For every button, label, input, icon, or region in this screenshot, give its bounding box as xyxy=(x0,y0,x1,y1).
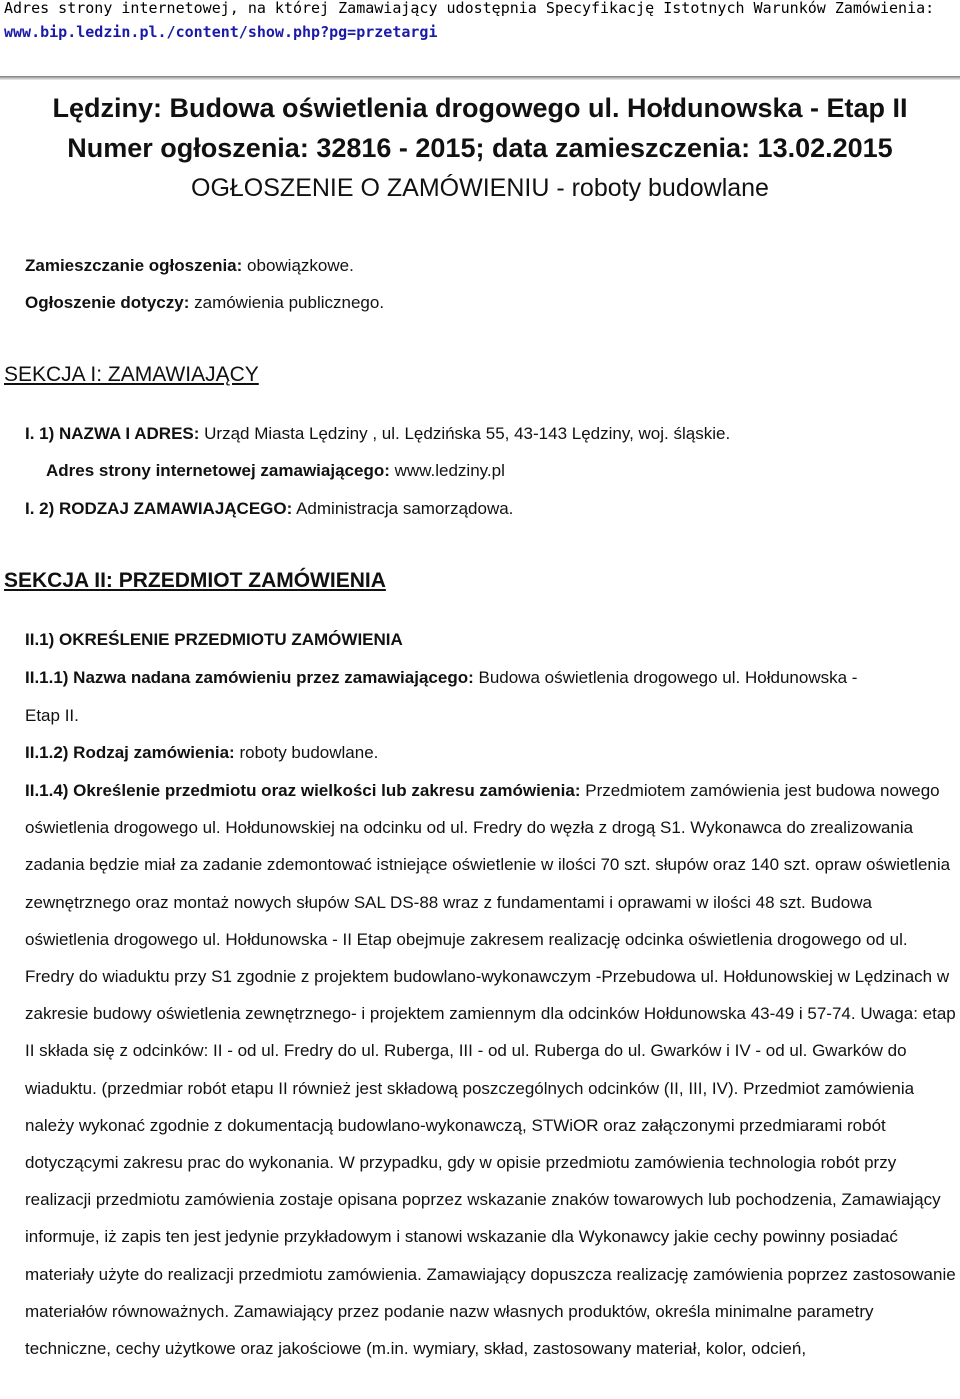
section-1-heading: SEKCJA I: ZAMAWIAJĄCY xyxy=(4,363,259,386)
concerns-value: zamówienia publicznego. xyxy=(194,293,385,312)
name-address-label: I. 1) NAZWA I ADRES: xyxy=(25,424,200,443)
contracting-authority-row xyxy=(25,423,730,445)
notice-title: Lędziny: Budowa oświetlenia drogowego ul. Hołdunowska - Etap II xyxy=(52,93,908,123)
contract-name-value: Budowa oświetlenia drogowego ul. Hołdunowska - xyxy=(478,668,858,687)
notice-number: Numer ogłoszenia: 32816 - 2015; data zamieszczenia: 13.02.2015 xyxy=(67,133,893,163)
authority-type-label: I. 2) RODZAJ ZAMAWIAJĄCEGO: xyxy=(25,499,293,518)
section-2-heading: SEKCJA II: PRZEDMIOT ZAMÓWIENIA xyxy=(4,569,386,592)
name-address-value: Urząd Miasta Lędziny , ul. Lędzińska 55, 43-143 Lędziny, woj. śląskie. xyxy=(204,424,731,443)
contract-name-label: II.1.1) Nazwa nadana zamówieniu przez zamawiającego: xyxy=(25,668,474,687)
scope-paragraph xyxy=(25,772,960,1367)
concerns-row xyxy=(25,292,384,314)
placement-label: Zamieszczanie ogłoszenia: xyxy=(25,256,243,275)
contract-kind-row xyxy=(25,742,378,764)
contract-name-continued: Etap II. xyxy=(25,706,79,725)
notice-type: OGŁOSZENIE O ZAMÓWIENIU - roboty budowlane xyxy=(191,174,769,202)
placement-row xyxy=(25,255,354,277)
site-url-link[interactable]: www.bip.ledzin.pl./content/show.php?pg=przetargi xyxy=(4,23,438,41)
contract-name-row xyxy=(25,667,857,689)
site-url-caption: Adres strony internetowej, na której Zamawiający udostępnia Specyfikację Istotnych Warunków Zamówienia: xyxy=(4,0,935,17)
authority-type-row xyxy=(25,498,513,520)
website-value[interactable]: www.ledziny.pl xyxy=(394,461,505,480)
concerns-label: Ogłoszenie dotyczy: xyxy=(25,293,190,312)
contract-kind-value: roboty budowlane. xyxy=(239,743,379,762)
authority-type-value: Administracja samorządowa. xyxy=(296,499,514,518)
website-row xyxy=(46,460,505,482)
scope-text: Przedmiotem zamówienia jest budowa nowego oświetlenia drogowego ul. Hołdunowskiej na odcinku od ul. Fredry do węzła z drogą S1. Wykonawca do zrealizowania zadania będzie miał za zadanie zdemontować istniejące oświetlenie w ilości 70 szt. słupów oraz 140 szt. opraw oświetlenia zewnętrznego oraz montaż nowych słupów SAL DS-88 wraz z fundamentami i oprawami w ilości 48 szt. Budowa oświetlenia drogowego ul. Hołdunowska - II Etap obejmuje zakresem realizację odcinka oświetlenia drogowego od ul. Fredry do wiaduktu przy S1 zgodnie z projektem budowlano-wykonawczym -Przebudowa ul. Hołdunowskiej w Lędzinach w zakresie budowy oświetlenia zewnętrznego- i projektem zamiennym dla odcinków Hołdunowska 43-49 i 57-74. Uwaga: etap II składa się z odcinków: II - od ul. Fredry do ul. Ruberga, III - od ul. Ruberga do ul. Gwarków i IV - od ul. Gwarków do wiaduktu. (przedmiar robót etapu II również jest składową poszczególnych odcinków (II, III, IV). Przedmiot zamówienia należy wykonać zgodnie z dokumentacją budowlano-wykonawczą, STWiOR oraz załączonymi przedmiarami robót dotyczącymi zakresu prac do wykonania. W przypadku, gdy w opisie przedmiotu zamówienia technologia robót przy realizacji przedmiotu zamówienia zostaje opisana poprzez wskazanie znaków towarowych lub pochodzenia, Zamawiający informuje, iż zapis ten jest jedynie przykładowym i stanowi wskazanie dla Wykonawcy jakie cechy powinny posiadać materiały użyte do realizacji przedmiotu zamówienia. Zamawiający dopuszcza realizację zamówienia poprzez zastosowanie materiałów równoważnych. Zamawiający przez podanie nazw własnych produktów, określa minimalne parametry techniczne, cechy użytkowe oraz jakościowe (m.in. wymiary, skład, zastosowany materiał, kolor, odcień, xyxy=(25,781,956,1359)
scope-label: II.1.4) Określenie przedmiotu oraz wielkości lub zakresu zamówienia: xyxy=(25,781,581,800)
placement-value: obowiązkowe. xyxy=(247,256,354,275)
website-label: Adres strony internetowej zamawiającego: xyxy=(46,461,390,480)
contract-kind-label: II.1.2) Rodzaj zamówienia: xyxy=(25,743,235,762)
header-divider xyxy=(0,76,960,80)
subject-subheading: II.1) OKREŚLENIE PRZEDMIOTU ZAMÓWIENIA xyxy=(25,630,403,649)
